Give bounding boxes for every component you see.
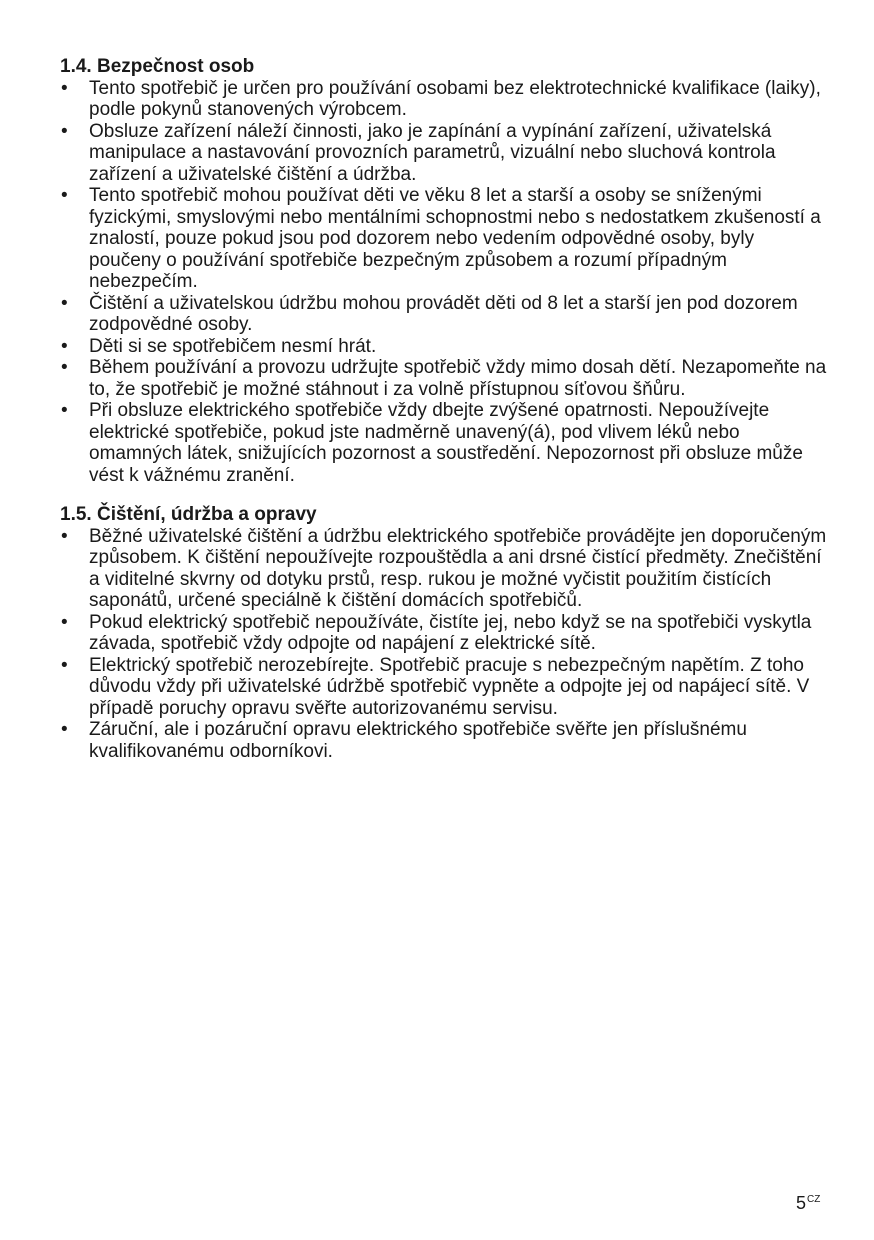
list-item: • Záruční, ale i pozáruční opravu elektrického spotřebiče svěřte jen příslušnému kvalifikovanému odborníkovi.: [60, 719, 830, 762]
page-number: [796, 1190, 820, 1213]
section-personal-safety: [60, 56, 830, 486]
page-number-value: 5: [796, 1193, 807, 1213]
list-item: • Při obsluze elektrického spotřebiče vždy dbejte zvýšené opatrnosti. Nepoužívejte elektrické spotřebiče, pokud jste nadměrně unavený(á), pod vlivem léků nebo omamných látek, snižujících pozornost a soustředění. Nepozornost při obsluze může vést k vážnému zranění.: [60, 400, 830, 486]
list-item: • Tento spotřebič mohou používat děti ve věku 8 let a starší a osoby se sníženými fyzickými, smyslovými nebo mentálními schopnostmi nebo s nedostatkem zkušeností a znalostí, pouze pokud jsou pod dozorem nebo vedením odpovědné osoby, byly poučeny o používání spotřebiče bezpečným způsobem a rozumí případným nebezpečím.: [60, 185, 830, 293]
document-page: [60, 56, 830, 780]
list-item: • Elektrický spotřebič nerozebírejte. Spotřebič pracuje s nebezpečným napětím. Z toho důvodu vždy při uživatelské údržbě spotřebič vypněte a odpojte jej od napájecí sítě. V případě poruchy opravu svěřte autorizovanému servisu.: [60, 655, 830, 720]
list-item: • Pokud elektrický spotřebič nepoužíváte, čistíte jej, nebo když se na spotřebiči vyskytla závada, spotřebič vždy odpojte od napájení z elektrické sítě.: [60, 612, 830, 655]
bullet-list: [60, 526, 830, 763]
section-title: 1.5. Čištění, údržba a opravy: [60, 504, 317, 525]
bullet-list: [60, 78, 830, 487]
list-item: • Děti si se spotřebičem nesmí hrát.: [60, 336, 830, 358]
list-item: • Během používání a provozu udržujte spotřebič vždy mimo dosah dětí. Nezapomeňte na to, že spotřebič je možné stáhnout i za volně přístupnou síťovou šňůru.: [60, 357, 830, 400]
section-cleaning-maintenance: [60, 504, 830, 762]
list-item: • Čištění a uživatelskou údržbu mohou provádět děti od 8 let a starší jen pod dozorem zodpovědné osoby.: [60, 293, 830, 336]
section-title: 1.4. Bezpečnost osob: [60, 56, 255, 77]
list-item: • Tento spotřebič je určen pro používání osobami bez elektrotechnické kvalifikace (laiky), podle pokynů stanovených výrobcem.: [60, 78, 830, 121]
language-code: CZ: [807, 1194, 821, 1205]
list-item: • Běžné uživatelské čištění a údržbu elektrického spotřebiče provádějte jen doporučeným způsobem. K čištění nepoužívejte rozpouštědla a ani drsné čistící předměty. Znečištění a viditelné skvrny od dotyku prstů, resp. rukou je možné vyčistit použitím čistících saponátů, určené speciálně k čištění domácích spotřebičů.: [60, 526, 830, 612]
list-item: • Obsluze zařízení náleží činnosti, jako je zapínání a vypínání zařízení, uživatelská manipulace a nastavování provozních parametrů, vizuální nebo sluchová kontrola zařízení a uživatelské čištění a údržba.: [60, 121, 830, 186]
